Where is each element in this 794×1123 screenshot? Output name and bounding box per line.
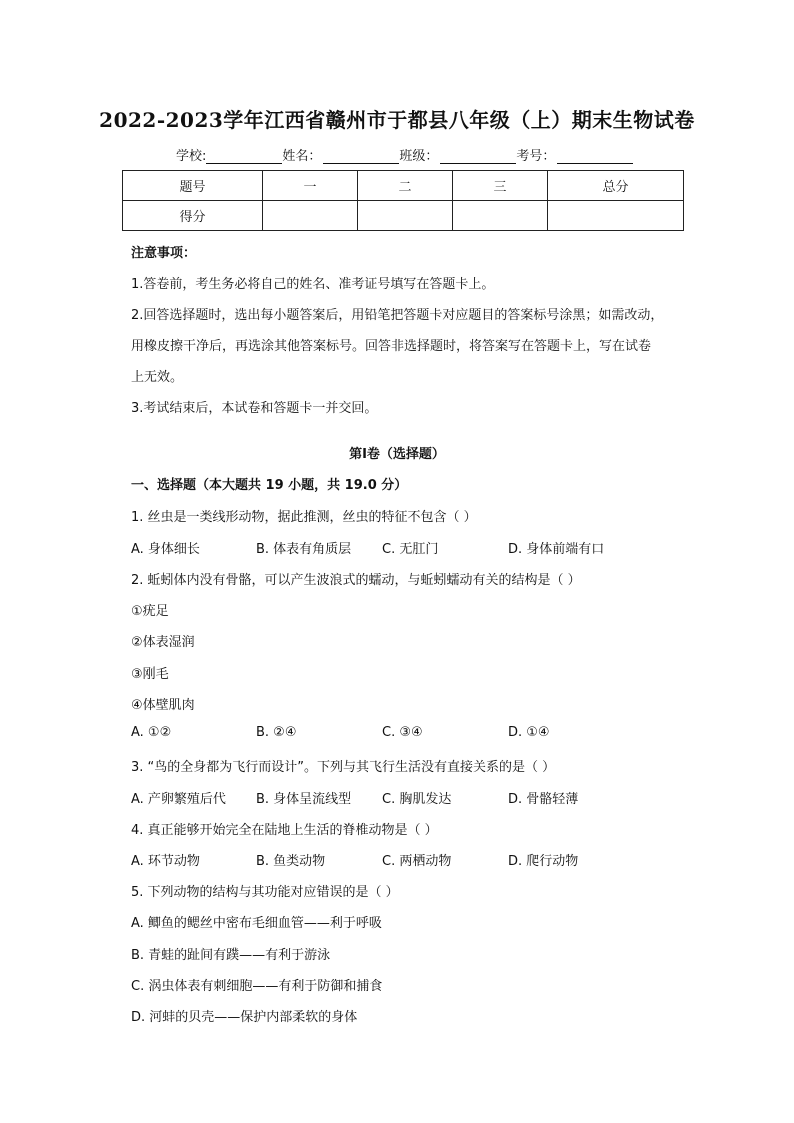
class-label: 班级：	[399, 149, 439, 164]
option-a[interactable]: A. 环节动物	[131, 854, 200, 869]
exam-no-blank[interactable]	[557, 149, 633, 164]
option-c[interactable]: C. 两栖动物	[382, 854, 452, 869]
score-table	[122, 170, 684, 231]
option-a[interactable]: A. 产卵繁殖后代	[131, 792, 226, 807]
option-a[interactable]: A. ①②	[131, 725, 172, 740]
school-label: 学校:	[176, 149, 207, 164]
score-header-cell: 二	[358, 171, 453, 201]
score-row-label: 得分	[123, 201, 263, 231]
option-d[interactable]: D. 爬行动物	[508, 854, 579, 869]
notice-line: 用橡皮擦干净后，再选涂其他答案标号。回答非选择题时，将答案写在答题卡上，写在试卷	[131, 339, 652, 354]
question-item: ④体壁肌肉	[131, 698, 195, 713]
score-header-cell: 题号	[123, 171, 263, 201]
option-d[interactable]: D. 骨骼轻薄	[508, 792, 579, 807]
option-a[interactable]: A. 身体细长	[131, 542, 200, 557]
question-stem: 5. 下列动物的结构与其功能对应错误的是（ ）	[131, 885, 399, 900]
notice-line: 3.考试结束后，本试卷和答题卡一并交回。	[131, 401, 378, 416]
score-header-cell: 三	[453, 171, 548, 201]
option-b[interactable]: B. 鱼类动物	[256, 854, 326, 869]
score-cell	[358, 201, 453, 231]
question-stem: 2. 蚯蚓体内没有骨骼，可以产生波浪式的蠕动，与蚯蚓蠕动有关的结构是（ ）	[131, 573, 581, 588]
score-header-cell: 一	[263, 171, 358, 201]
option-b[interactable]: B. 身体呈流线型	[256, 792, 352, 807]
page-title: 2022-2023学年江西省赣州市于都县八年级（上）期末生物试卷	[99, 108, 695, 132]
option-d[interactable]: D. ①④	[508, 725, 550, 740]
score-table-row	[123, 201, 684, 231]
question-stem: 3. “鸟的全身都为飞行而设计”。下列与其飞行生活没有直接关系的是（ ）	[131, 760, 556, 775]
score-cell	[263, 201, 358, 231]
option-c[interactable]: C. 无肛门	[382, 542, 439, 557]
exam-no-label: 考号：	[516, 149, 556, 164]
score-cell	[548, 201, 684, 231]
school-blank[interactable]	[206, 149, 282, 164]
score-cell	[453, 201, 548, 231]
option-d[interactable]: D. 身体前端有口	[508, 542, 605, 557]
name-label: 姓名：	[282, 149, 322, 164]
student-info-line	[176, 145, 633, 164]
option-b[interactable]: B. 体表有角质层	[256, 542, 352, 557]
option-d[interactable]: D. 河蚌的贝壳——保护内部柔软的身体	[131, 1010, 358, 1025]
part-title: 一、选择题（本大题共 19 小题，共 19.0 分）	[131, 478, 408, 493]
option-b[interactable]: B. 青蛙的趾间有蹼——有利于游泳	[131, 948, 331, 963]
option-c[interactable]: C. ③④	[382, 725, 423, 740]
name-blank[interactable]	[323, 149, 399, 164]
option-c[interactable]: C. 涡虫体表有刺细胞——有利于防御和捕食	[131, 979, 383, 994]
question-stem: 4. 真正能够开始完全在陆地上生活的脊椎动物是（ ）	[131, 823, 438, 838]
class-blank[interactable]	[440, 149, 516, 164]
question-item: ②体表湿润	[131, 635, 195, 650]
question-item: ③刚毛	[131, 667, 169, 682]
score-header-cell: 总分	[548, 171, 684, 201]
question-item: ①疣足	[131, 604, 169, 619]
option-a[interactable]: A. 鲫鱼的鳃丝中密布毛细血管——利于呼吸	[131, 916, 382, 931]
notice-line: 2.回答选择题时，选出每小题答案后，用铅笔把答题卡对应题目的答案标号涂黑；如需改动，	[131, 308, 664, 323]
question-stem: 1. 丝虫是一类线形动物，据此推测，丝虫的特征不包含（ ）	[131, 510, 477, 525]
section-title: 第Ⅰ卷（选择题）	[349, 447, 445, 462]
score-table-header-row	[123, 171, 684, 201]
notice-line: 1.答卷前，考生务必将自己的姓名、准考证号填写在答题卡上。	[131, 277, 495, 292]
option-b[interactable]: B. ②④	[256, 725, 297, 740]
notice-title: 注意事项：	[131, 246, 197, 261]
option-c[interactable]: C. 胸肌发达	[382, 792, 452, 807]
notice-line: 上无效。	[131, 370, 184, 385]
